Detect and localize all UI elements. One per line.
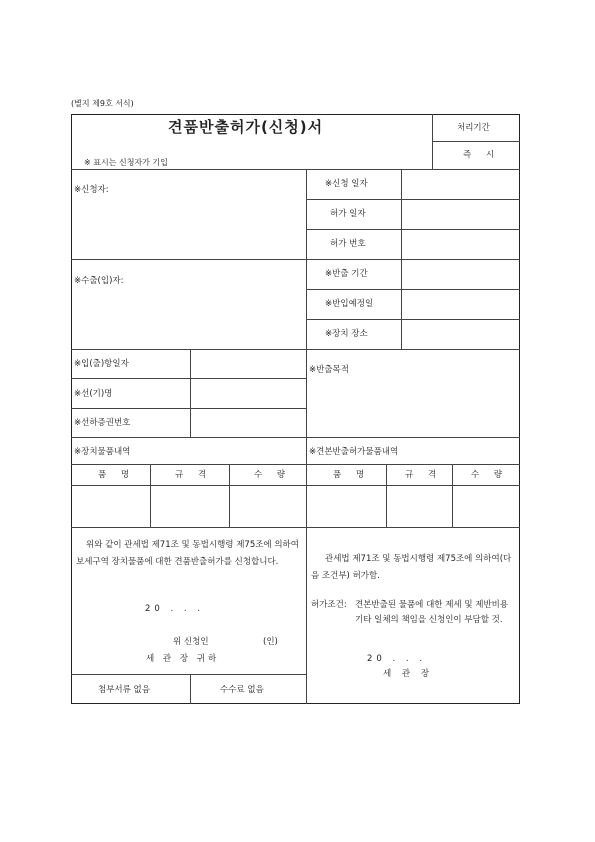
condition-label: 허가조건: [311, 600, 347, 610]
application-date: 20 . . . [145, 604, 205, 614]
applicant-sign-label: 위 신청인 [173, 637, 209, 647]
divider [190, 674, 191, 704]
sample-goods-label: ※견본반출허가물품내역 [309, 447, 399, 457]
divider [306, 289, 520, 290]
divider [306, 319, 520, 320]
arrival-date-label: ※입(출)항일자 [74, 359, 129, 369]
export-period-label: ※반출 기간 [325, 269, 368, 279]
applicant-label: ※신청자: [74, 185, 109, 195]
divider [71, 169, 520, 170]
export-purpose-label: ※반출목적 [309, 365, 349, 375]
permit-number-label: 허가 번호 [330, 239, 366, 249]
divider [71, 259, 306, 260]
fill-note: ※ 표시는 신청자가 기입 [84, 158, 168, 167]
attachments: 첨부서류 없음 [98, 685, 150, 695]
col-item-name: 품 명 [98, 470, 136, 480]
application-date-label: ※신청 일자 [325, 179, 368, 189]
permit-text: 관세법 제71조 및 동법시행령 제75조에 의하여(다음 조건부) 허가함. [311, 554, 512, 581]
stored-goods-label: ※장치물품내역 [74, 447, 131, 457]
divider [306, 259, 520, 260]
divider [306, 229, 520, 230]
return-date-label: ※반입예정일 [325, 299, 374, 309]
divider [150, 464, 151, 527]
col-quantity: 수 량 [254, 470, 292, 480]
divider [452, 464, 453, 527]
application-text: 위와 같이 관세법 제71조 및 동법시행령 제75조에 의하여 보세구역 장치물품에 대한 견품반출허가를 신청합니다. [76, 540, 299, 567]
storage-location-label: ※장치 장소 [325, 329, 368, 339]
bl-number-label: ※선하증권번호 [74, 418, 131, 428]
divider [190, 349, 191, 437]
fee: 수수료 없음 [220, 685, 264, 695]
divider [71, 437, 520, 438]
divider [71, 349, 520, 350]
shipper-label: ※수출(입)자: [74, 276, 124, 286]
divider [71, 527, 520, 528]
divider [432, 141, 520, 142]
vessel-name-label: ※선(기)명 [74, 389, 113, 399]
divider [306, 169, 307, 704]
form-number: (별지 제9호 서식) [71, 99, 134, 108]
divider [306, 199, 520, 200]
divider [71, 378, 306, 379]
processing-period-value: 즉 시 [463, 150, 501, 160]
col-spec: 규 격 [405, 470, 443, 480]
condition-text: 견본반출된 물품에 대한 제세 및 제반비용 기타 일체의 책임을 신청인이 부담할 것. [355, 600, 509, 625]
permit-date-label: 허가 일자 [330, 209, 366, 219]
divider [71, 674, 306, 675]
permit-date: 20 . . . [367, 654, 427, 664]
divider [229, 464, 230, 527]
processing-period-label: 처리기간 [457, 123, 490, 133]
customs-chief: 세 관 장 [383, 669, 434, 679]
seal-mark: (인) [263, 637, 278, 647]
divider [386, 464, 387, 527]
col-spec: 규 격 [175, 470, 213, 480]
col-quantity: 수 량 [471, 470, 509, 480]
form-title: 견품반출허가(신청)서 [168, 118, 324, 136]
addressee: 세 관 장 귀하 [146, 654, 220, 664]
col-item-name: 품 명 [333, 470, 371, 480]
divider [71, 408, 306, 409]
